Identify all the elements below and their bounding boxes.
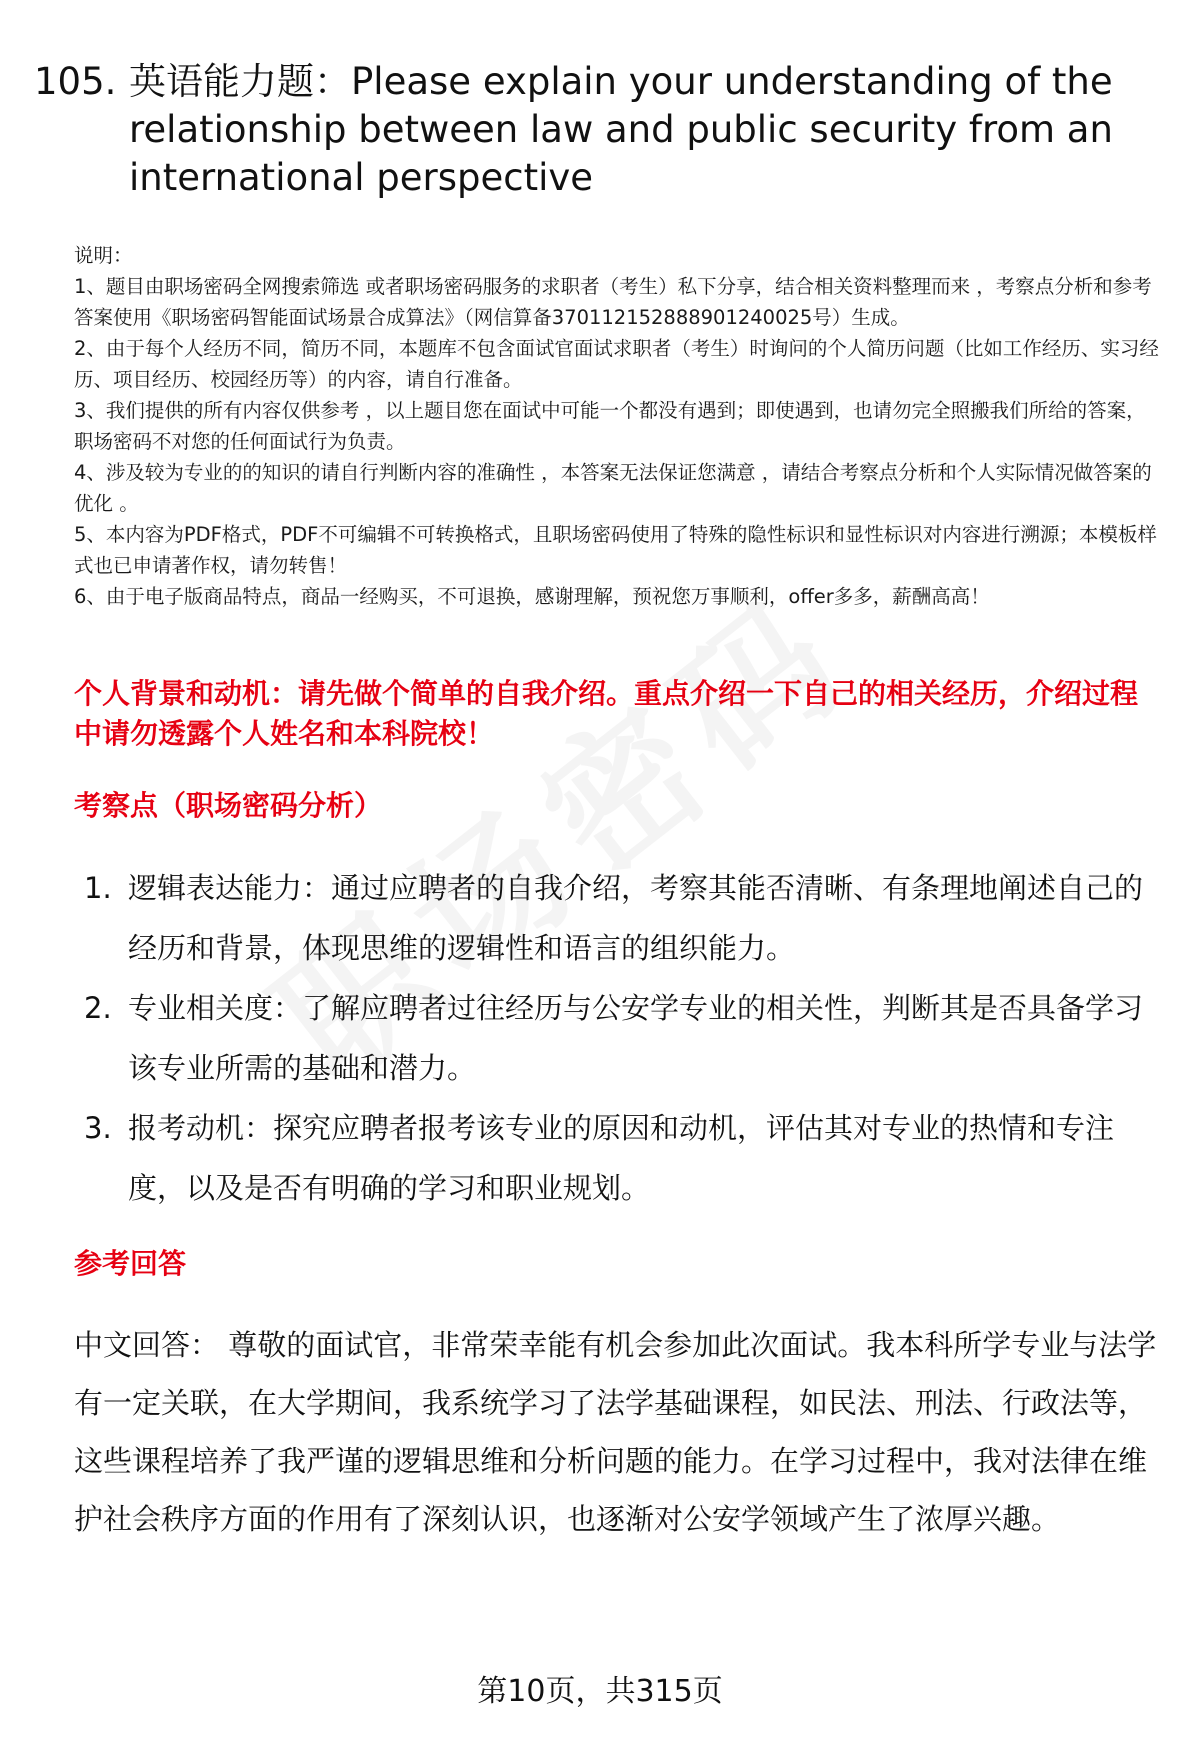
analysis-item-text: 报考动机：探究应聘者报考该专业的原因和动机，评估其对专业的热情和专注度，以及是否有明确的学习和职业规划。: [128, 1111, 1115, 1205]
analysis-item: [84, 1098, 1164, 1218]
analysis-item-text: 专业相关度：了解应聘者过往经历与公安学专业的相关性，判断其是否具备学习该专业所需的基础和潜力。: [128, 991, 1144, 1085]
notes-item: 4、涉及较为专业的的知识的请自行判断内容的准确性 ，本答案无法保证您满意 ，请结合考察点分析和个人实际情况做答案的优化 。: [74, 461, 1152, 515]
question-text: 英语能力题：Please explain your understanding of the relationship between law and public security from an international perspective: [129, 60, 1113, 199]
analysis-item-text: 逻辑表达能力：通过应聘者的自我介绍，考察其能否清晰、有条理地阐述自己的经历和背景，体现思维的逻辑性和语言的组织能力。: [128, 871, 1144, 965]
analysis-heading: 考察点（职场密码分析）: [74, 789, 383, 822]
notes-title: 说明：: [74, 244, 133, 267]
notes-section: [74, 240, 1162, 612]
notes-item: 6、由于电子版商品特点，商品一经购买，不可退换，感谢理解，预祝您万事顺利，offer多多，薪酬高高！: [74, 585, 990, 608]
analysis-item: [84, 978, 1164, 1098]
answer-text: 中文回答： 尊敬的面试官，非常荣幸能有机会参加此次面试。我本科所学专业与法学有一定关联，在大学期间，我系统学习了法学基础课程，如民法、刑法、行政法等，这些课程培养了我严谨的逻辑思维和分析问题的能力。在学习过程中，我对法律在维护社会秩序方面的作用有了深刻认识，也逐渐对公安学领域产生了浓厚兴趣。: [74, 1328, 1157, 1536]
analysis-item: [84, 858, 1164, 978]
analysis-list: [84, 858, 1164, 1218]
notes-item: 1、题目由职场密码全网搜索筛选 或者职场密码服务的求职者（考生）私下分享，结合相关资料整理而来 ，考察点分析和参考答案使用《职场密码智能面试场景合成算法》（网信算备370112152888901240025号）生成。: [74, 275, 1152, 329]
analysis-item-number: 1.: [84, 871, 112, 905]
personal-background-heading: 个人背景和动机：请先做个简单的自我介绍。重点介绍一下自己的相关经历，介绍过程中请勿透露个人姓名和本科院校！: [74, 677, 1139, 750]
analysis-item-number: 2.: [84, 991, 112, 1025]
question-number: 105.: [34, 60, 117, 103]
notes-item: 5、本内容为PDF格式，PDF不可编辑不可转换格式，且职场密码使用了特殊的隐性标识和显性标识对内容进行溯源；本模板样式也已申请著作权，请勿转售！: [74, 523, 1157, 577]
analysis-item-number: 3.: [84, 1111, 112, 1145]
answer-heading: 参考回答: [74, 1247, 187, 1280]
notes-item: 3、我们提供的所有内容仅供参考 ，以上题目您在面试中可能一个都没有遇到；即使遇到，也请勿完全照搬我们所给的答案，职场密码不对您的任何面试行为负责。: [74, 399, 1146, 453]
notes-item: 2、由于每个人经历不同，简历不同，本题库不包含面试官面试求职者（考生）时询问的个人简历问题（比如工作经历、实习经历、项目经历、校园经历等）的内容，请自行准备。: [74, 337, 1159, 391]
question-heading: [34, 58, 1144, 202]
page-number: 第10页，共315页: [477, 1674, 723, 1709]
